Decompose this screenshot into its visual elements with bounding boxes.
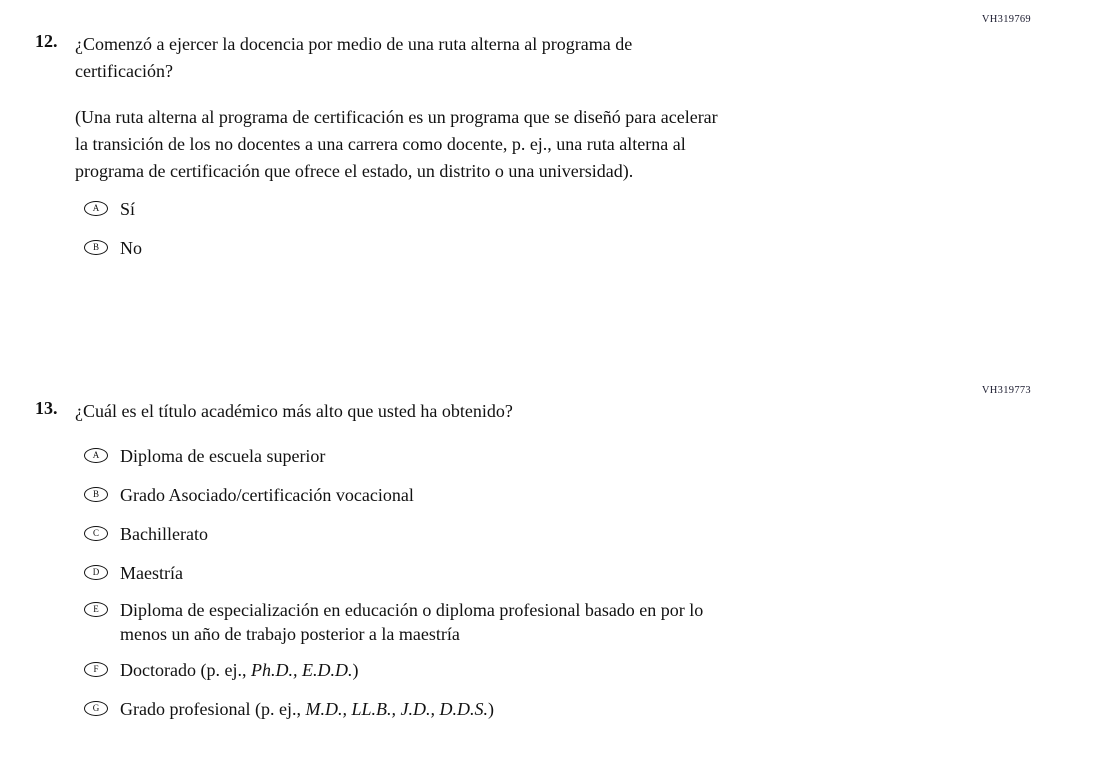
question-13-number: 13. (35, 398, 58, 418)
question-13-prompt (75, 398, 975, 425)
option-label-text: ) (352, 660, 359, 680)
option-label: Diploma de escuela superior (120, 446, 326, 466)
answer-bubble-b[interactable]: B (84, 240, 108, 255)
option-label-line: menos un año de trabajo posterior a la maestría (120, 624, 460, 644)
question-13-option-c[interactable] (84, 522, 208, 546)
question-13-option-b[interactable] (84, 483, 414, 507)
option-label-italic: Ph.D., E.D.D. (250, 660, 353, 680)
option-label: Sí (120, 199, 136, 219)
question-12-prompt (75, 31, 975, 85)
note-line: programa de certificación que ofrece el estado, un distrito o una universidad). (75, 161, 634, 181)
question-13-option-g[interactable] (84, 697, 494, 721)
answer-bubble-a[interactable]: A (84, 201, 108, 216)
prompt-line: ¿Comenzó a ejercer la docencia por medio de una ruta alterna al programa de (75, 34, 633, 54)
note-line: la transición de los no docentes a una carrera como docente, p. ej., una ruta alterna al (75, 134, 686, 154)
option-label (120, 697, 494, 721)
answer-bubble-g[interactable]: G (84, 701, 108, 716)
option-label-text: Doctorado (p. ej., (120, 660, 251, 680)
question-12-number: 12. (35, 31, 58, 51)
question-13-option-a[interactable] (84, 444, 325, 468)
question-13-accession-code: VH319773 (981, 385, 1031, 396)
option-label: Maestría (120, 563, 183, 583)
option-label (120, 598, 703, 646)
option-label (120, 658, 358, 682)
option-label-line: Diploma de especialización en educación o diploma profesional basado en por lo (120, 600, 704, 620)
question-13-option-d[interactable] (84, 561, 183, 585)
answer-bubble-c[interactable]: C (84, 526, 108, 541)
question-12-accession-code: VH319769 (981, 14, 1031, 25)
question-12-option-b[interactable] (84, 236, 142, 260)
option-label: Bachillerato (120, 524, 208, 544)
prompt-line: ¿Cuál es el título académico más alto que usted ha obtenido? (75, 401, 513, 421)
answer-bubble-e[interactable]: E (84, 602, 108, 617)
question-13-option-e[interactable] (84, 598, 703, 646)
option-label-text: Grado profesional (p. ej., (120, 699, 306, 719)
option-label-italic: M.D., LL.B., J.D., D.D.S. (305, 699, 488, 719)
note-line: (Una ruta alterna al programa de certificación es un programa que se diseñó para acelerar (75, 107, 718, 127)
option-label: No (120, 238, 142, 258)
answer-bubble-f[interactable]: F (84, 662, 108, 677)
question-12-parenthetical-note (75, 104, 975, 185)
answer-bubble-a[interactable]: A (84, 448, 108, 463)
answer-bubble-b[interactable]: B (84, 487, 108, 502)
question-12-option-a[interactable] (84, 197, 135, 221)
answer-bubble-d[interactable]: D (84, 565, 108, 580)
prompt-line: certificación? (75, 61, 173, 81)
question-13-option-f[interactable] (84, 658, 358, 682)
option-label-text: ) (487, 699, 494, 719)
option-label: Grado Asociado/certificación vocacional (120, 485, 414, 505)
